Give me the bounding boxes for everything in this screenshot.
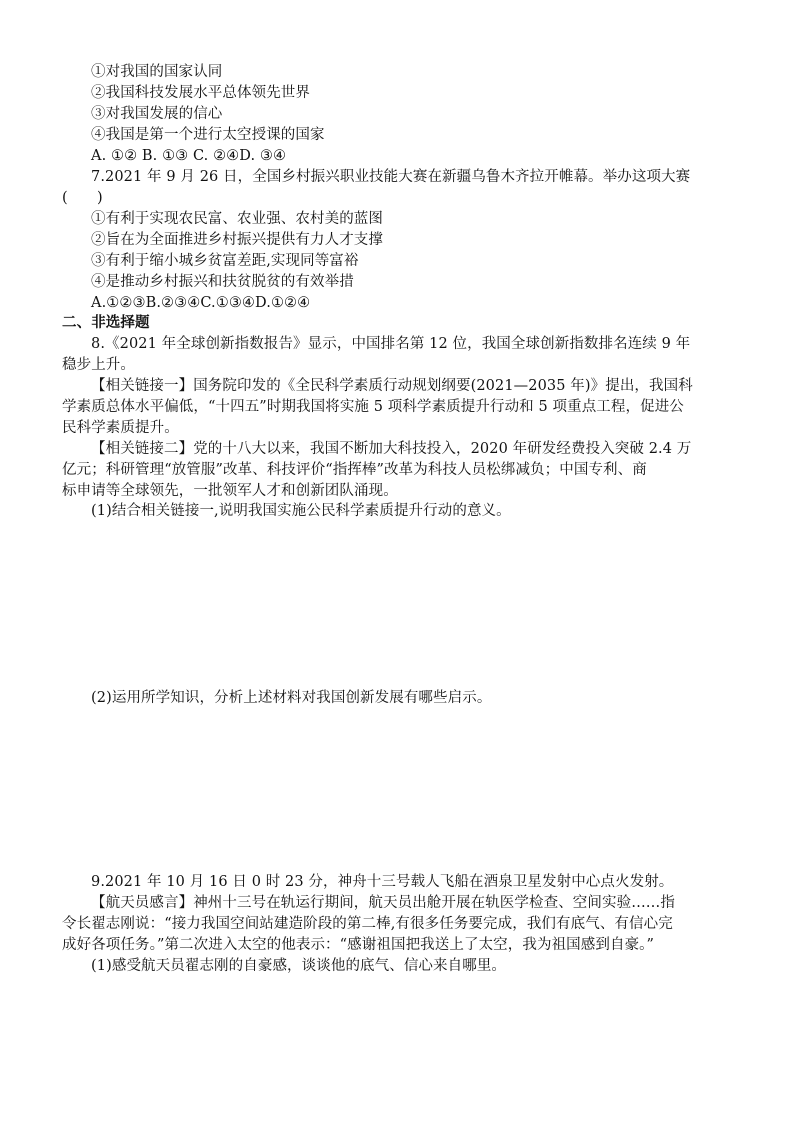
section-title: 二、非选择题	[62, 315, 150, 331]
q6-choices: A. ①② B. ①③ C. ②④D. ③④	[91, 148, 287, 164]
q8-sub-question-1: (1)结合相关链接一,说明我国实施公民科学素质提升行动的意义。	[91, 503, 511, 519]
q9-quote-line-3: 成好各项任务。”第二次进入太空的他表示：“感谢祖国把我送上了太空，我为祖国感到自豪。”	[62, 937, 655, 953]
q7-option-2: ②旨在为全面推进乡村振兴提供有力人才支撑	[91, 232, 383, 248]
q9-quote-line-1: 【航天员感言】神州十三号在轨运行期间，航天员出舱开展在轨医学检查、空间实验……指	[91, 895, 675, 911]
q6-option-2: ②我国科技发展水平总体领先世界	[91, 85, 310, 101]
q6-option-3: ③对我国发展的信心	[91, 106, 223, 122]
q8-link1-line-2: 学素质总体水平偏低，“十四五”时期我国将实施 5 项科学素质提升行动和 5 项重点工程，促进公	[62, 399, 684, 415]
q7-option-1: ①有利于实现农民富、农业强、农村美的蓝图	[91, 211, 383, 227]
q8-stem-line-1: 8.《2021 年全球创新指数报告》显示，中国排名第 12 位，我国全球创新指数排名连续 9 年	[91, 336, 691, 352]
q7-choices: A.①②③B.②③④C.①③④D.①②④	[91, 295, 311, 311]
q8-link2-line-2: 亿元；科研管理“放管服”改革、科技评价“指挥棒”改革为科技人员松绑减负；中国专利、商	[62, 462, 647, 478]
q6-option-4: ④我国是第一个进行太空授课的国家	[91, 127, 325, 143]
q6-option-1: ①对我国的国家认同	[91, 64, 223, 80]
q8-link2-line-1: 【相关链接二】党的十八大以来，我国不断加大科技投入，2020 年研发经费投入突破 2.4 万	[91, 441, 692, 457]
q7-answer-bracket: ( )	[62, 190, 103, 206]
q8-link1-line-1: 【相关链接一】国务院印发的《全民科学素质行动规划纲要(2021—2035 年)》提出，我国科	[91, 378, 693, 394]
q8-sub-question-2: (2)运用所学知识，分析上述材料对我国创新发展有哪些启示。	[91, 690, 492, 706]
q7-option-3: ③有利于缩小城乡贫富差距,实现同等富裕	[91, 253, 359, 269]
q7-option-4: ④是推动乡村振兴和扶贫脱贫的有效举措	[91, 274, 354, 290]
q8-link1-line-3: 民科学素质提升。	[62, 420, 179, 436]
q9-stem: 9.2021 年 10 月 16 日 0 时 23 分，神舟十三号载人飞船在酒泉卫星发射中心点火发射。	[91, 874, 674, 890]
q8-stem-line-2: 稳步上升。	[62, 357, 135, 373]
q9-sub-question-1: (1)感受航天员翟志刚的自豪感，谈谈他的底气、信心来自哪里。	[91, 958, 507, 974]
q9-quote-line-2: 令长翟志刚说：“接力我国空间站建造阶段的第二棒,有很多任务要完成，我们有底气、有信心完	[62, 916, 673, 932]
q7-stem: 7.2021 年 9 月 26 日，全国乡村振兴职业技能大赛在新疆乌鲁木齐拉开帷幕。举办这项大赛	[91, 169, 691, 185]
q8-link2-line-3: 标申请等全球领先，一批领军人才和创新团队涌现。	[62, 483, 398, 499]
